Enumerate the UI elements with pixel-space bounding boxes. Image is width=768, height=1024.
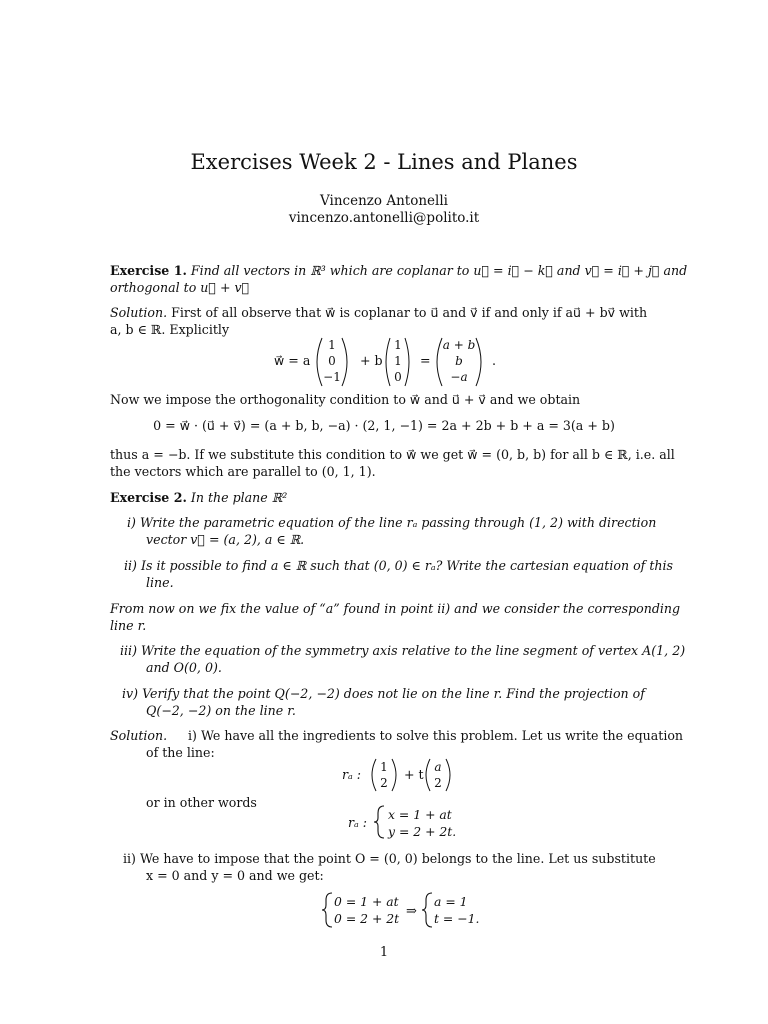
eq1-v-2: 1 [394, 354, 402, 368]
page-number: 1 [379, 945, 389, 960]
equation-line-parametric-system [346, 803, 476, 841]
exercise-1-statement [110, 262, 687, 279]
eq3-lhs: rₐ : [342, 767, 361, 782]
document-title: Exercises Week 2 - Lines and Planes [190, 150, 578, 174]
eq5-result1: a = 1 [434, 894, 468, 909]
item-text: Is it possible to find a ∈ ℝ such that (0, 0) ∈ rₐ? Write the cartesian equation of this [141, 558, 673, 573]
eq3-v1-2: 2 [380, 776, 388, 790]
item-text: Write the parametric equation of the line rₐ passing through (1, 2) with direction [139, 515, 657, 530]
exercise-2-item-i [127, 514, 656, 531]
item-number: ii) [124, 558, 137, 573]
eq1-u-2: 0 [328, 354, 336, 368]
eq4-lhs: rₐ : [348, 815, 367, 830]
author-email: vincenzo.antonelli@polito.it [288, 210, 480, 226]
solution-i-line3: or in other words [146, 795, 257, 810]
solution-text: First of all observe that w⃗ is coplanar to u⃗ and v⃗ if and only if au⃗ + bv⃗ with [171, 305, 648, 320]
eq1-sum-2: b [455, 354, 463, 368]
exercise-2-item-iii-line2: and O(0, 0). [146, 660, 222, 675]
item-number: iii) [120, 643, 137, 658]
eq4-row1: x = 1 + at [388, 807, 452, 822]
eq1-u-3: −1 [323, 370, 341, 384]
equation-w-linear-combination [260, 334, 510, 390]
exercise-1-solution-line1 [110, 304, 647, 321]
eq1-end: . [492, 353, 497, 368]
eq4-row2: y = 2 + 2t. [388, 824, 457, 839]
exercise-1-solution-line4: thus a = −b. If we substitute this condition to w⃗ we get w⃗ = (0, b, b) for all b ∈ ℝ, i.e. all [110, 447, 675, 462]
eq1-v-3: 0 [394, 370, 402, 384]
eq1-u-1: 1 [328, 338, 336, 352]
exercise-2-label: Exercise 2. [110, 490, 187, 505]
eq5-result2: t = −1. [434, 911, 480, 926]
exercise-2-item-ii-line2: line. [146, 575, 174, 590]
eq3-v1-1: 1 [380, 760, 388, 774]
eq3-plus-t: + t [404, 767, 424, 782]
equation-line-parametric-vector [340, 756, 460, 794]
eq5-row1: 0 = 1 + at [334, 894, 399, 909]
item-text: Write the equation of the symmetry axis relative to the line segment of vertex A(1, 2) [141, 643, 686, 658]
exercise-2-note-line1: From now on we fix the value of “a” found in point ii) and we consider the corresponding [110, 601, 681, 616]
exercise-2-intro: In the plane ℝ² [190, 490, 288, 505]
exercise-2-item-iii [120, 642, 685, 659]
item-number: iv) [122, 686, 139, 701]
exercise-2-item-ii [124, 557, 673, 574]
exercise-1-solution-line5: the vectors which are parallel to (0, 1, 1). [110, 464, 376, 479]
exercise-2-note-line2: line r. [110, 618, 147, 633]
solution-label: Solution. [110, 305, 168, 320]
eq3-v2-2: 2 [434, 776, 442, 790]
exercise-2-item-i-line2: vector v⃗ = (a, 2), a ∈ ℝ. [146, 532, 305, 547]
eq3-v2-1: a [434, 760, 442, 774]
equation-orthogonality: 0 = w⃗ · (u⃗ + v⃗) = (a + b, b, −a) · (2, 1, −1) = 2a + 2b + b + a = 3(a + b) [153, 418, 615, 433]
solution-ii-line2: x = 0 and y = 0 and we get: [146, 868, 324, 883]
exercise-1-solution-line3: Now we impose the orthogonality condition to w⃗ and u⃗ + v⃗ and we obtain [110, 392, 581, 407]
exercise-1-label: Exercise 1. [110, 263, 187, 278]
exercise-1-text-line2: orthogonal to u⃗ + v⃗ [110, 280, 250, 295]
exercise-1-text-line1: Find all vectors in ℝ³ which are coplanar to u⃗ = i⃗ − k⃗ and v⃗ = i⃗ + j⃗ and [190, 263, 688, 278]
item-text: Verify that the point Q(−2, −2) does not lie on the line r. Find the projection of [142, 686, 645, 701]
exercise-2-solution-label: Solution. [110, 728, 168, 743]
solution-ii [123, 850, 656, 867]
eq5-row2: 0 = 2 + 2t [334, 911, 400, 926]
eq1-v-1: 1 [394, 338, 402, 352]
author-name: Vincenzo Antonelli [320, 193, 448, 209]
eq1-sum-3: −a [450, 370, 468, 384]
exercise-1-solution-line2: a, b ∈ ℝ. Explicitly [110, 322, 230, 337]
eq1-equals: = [420, 353, 431, 368]
solution-i [188, 727, 683, 744]
exercise-2-statement [110, 489, 287, 506]
solution-i-line2: of the line: [146, 745, 215, 760]
solution-item-number: ii) [123, 851, 136, 866]
solution-item-text: We have to impose that the point O = (0, 0) belongs to the line. Let us substitute [140, 851, 656, 866]
implies-arrow: ⇒ [406, 904, 417, 919]
solution-item-text: We have all the ingredients to solve this problem. Let us write the equation [200, 728, 684, 743]
equation-system-solution [320, 890, 490, 930]
eq1-sum-1: a + b [442, 338, 476, 352]
item-number: i) [127, 515, 136, 530]
exercise-2-item-iv-line2: Q(−2, −2) on the line r. [146, 703, 296, 718]
solution-item-number: i) [188, 728, 197, 743]
exercise-2-item-iv [122, 685, 645, 702]
eq1-plus-b: + b [360, 353, 383, 368]
eq1-lhs: w⃗ = a [274, 353, 311, 368]
